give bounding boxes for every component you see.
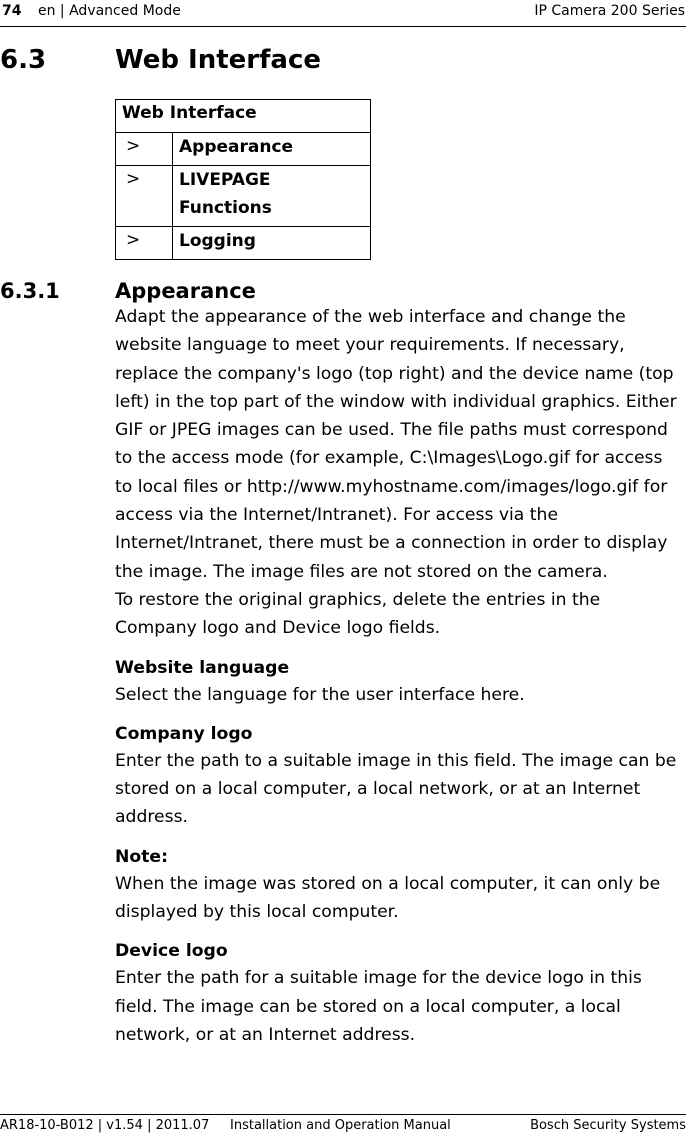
company-logo-text: Enter the path to a suitable image in this field. The image can be stored on a local computer, a local network, or at an Internet address. (115, 750, 677, 828)
page-number: 74 (2, 3, 22, 19)
restore-paragraph: To restore the original graphics, delete the entries in the Company logo and Device logo fields. (115, 589, 601, 639)
nav-table-heading: Web Interface (116, 100, 371, 133)
main-body (115, 303, 686, 1049)
nav-table-row (116, 133, 371, 166)
footer-manual-title: Installation and Operation Manual (230, 1118, 451, 1133)
intro-paragraph: Adapt the appearance of the web interface and change the website language to meet your requirements. If necessary, replace the company's logo (top right) and the device name (top left) in the top part of the window with individual graphics. Either GIF or JPEG images can be used. The file paths must correspond to the access mode (for example, C:\Images\Logo.gif for access to local files or http://www.myhostname.com/images/logo.gif for access via the Internet/Intranet). For access via the Internet/Intranet, there must be a connection in order to display the image. The image files are not stored on the camera. (115, 307, 677, 582)
subsection-title: Appearance (115, 279, 256, 303)
section-number: 6.3 (0, 45, 47, 75)
header-product-name: IP Camera 200 Series (534, 3, 685, 19)
page-header (0, 0, 686, 27)
nav-arrow: > (116, 133, 173, 166)
website-language-text: Select the language for the user interface here. (115, 684, 525, 705)
nav-item-livepage-functions: LIVEPAGE Functions (173, 166, 371, 227)
nav-item-appearance: Appearance (173, 133, 371, 166)
nav-arrow: > (116, 166, 173, 227)
header-section-label: en | Advanced Mode (38, 3, 181, 19)
note-text: When the image was stored on a local computer, it can only be displayed by this local computer. (115, 873, 661, 923)
page-footer (0, 1114, 686, 1133)
subsection-number: 6.3.1 (0, 279, 60, 303)
navigation-path-table (115, 99, 371, 260)
footer-company: Bosch Security Systems (530, 1118, 686, 1133)
device-logo-text: Enter the path for a suitable image for the device logo in this field. The image can be stored on a local computer, a local network, or at an Internet address. (115, 968, 642, 1045)
footer-document-id: AR18-10-B012 | v1.54 | 2011.07 (0, 1118, 210, 1133)
company-logo-label: Company logo (115, 723, 253, 744)
nav-arrow: > (116, 227, 173, 260)
nav-table-row (116, 166, 371, 227)
note-label: Note: (115, 846, 168, 867)
nav-table-row (116, 227, 371, 260)
section-title: Web Interface (115, 45, 322, 75)
device-logo-label: Device logo (115, 941, 228, 962)
website-language-label: Website language (115, 657, 290, 678)
nav-item-logging: Logging (173, 227, 371, 260)
